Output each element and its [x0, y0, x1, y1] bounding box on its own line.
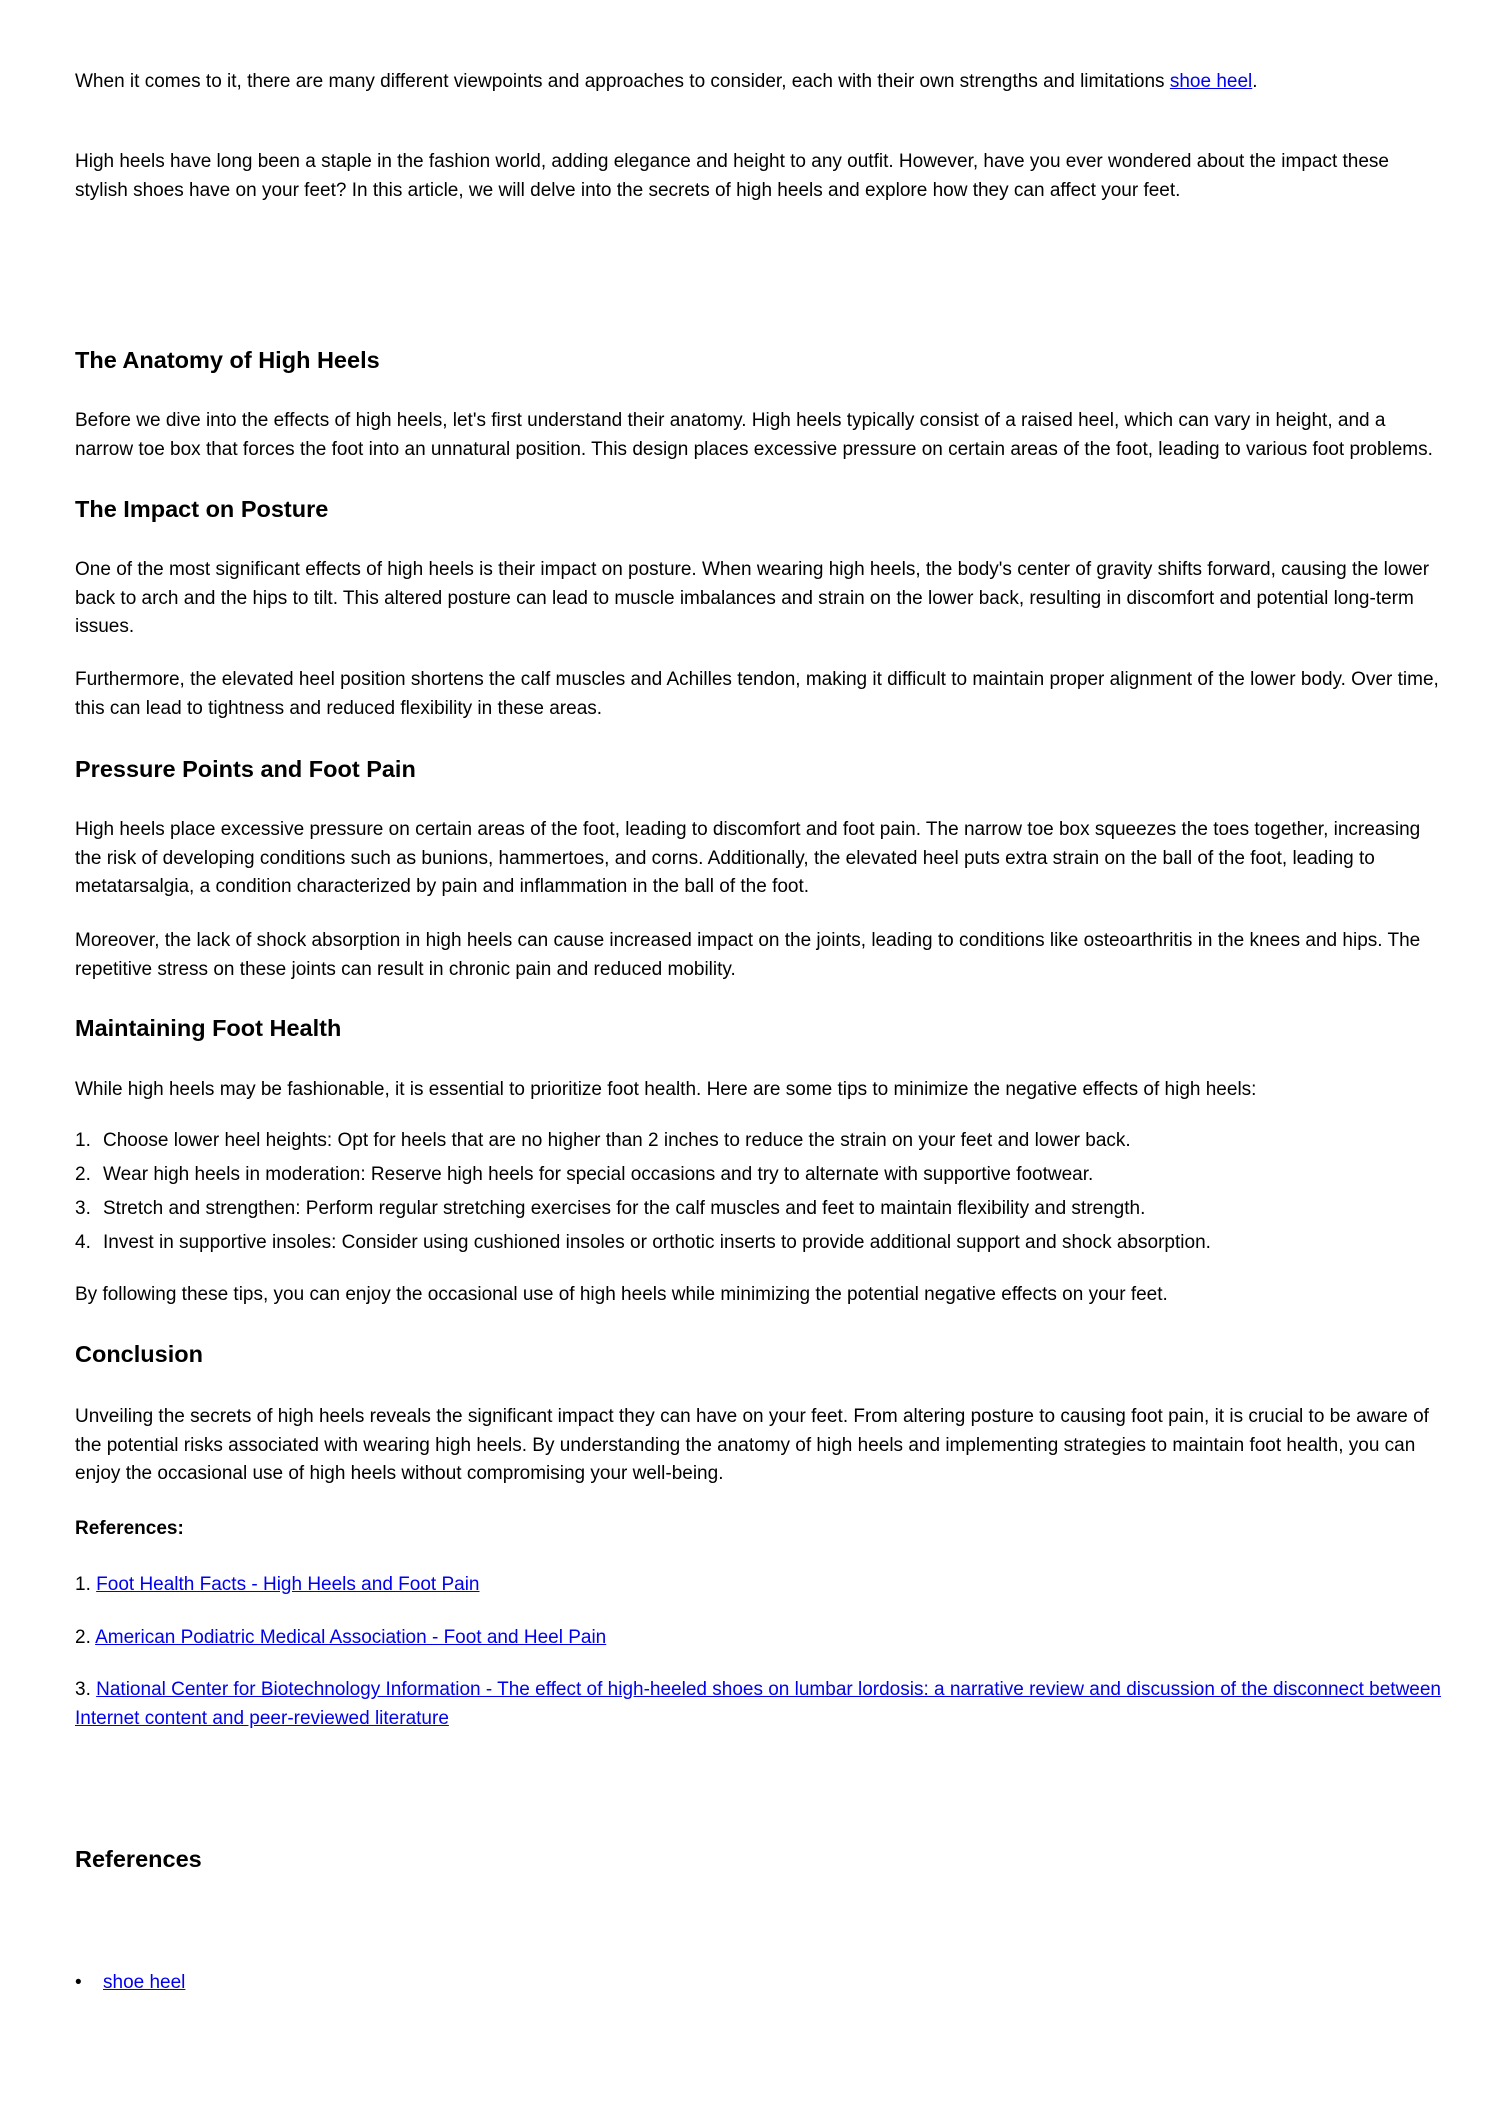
paragraph-tips-after: By following these tips, you can enjoy the occasional use of high heels while minimizing the potential negative effects on your feet. [75, 1284, 1168, 1305]
paragraph-pressure-1: High heels place excessive pressure on certain areas of the foot, leading to discomfort and foot pain. The narrow toe box squeezes the toes together, increasing the risk of developing conditions such as bunions, hammertoes, and corns. Additionally, the elevated heel puts extra strain on the ball of the foot, leading to metatarsalgia, a condition characterized by pain and inflammation in the ball of the foot. [75, 819, 1421, 898]
list-number: 3. [75, 1198, 91, 1219]
reference-item [75, 1571, 1445, 1600]
list-item [75, 1127, 1445, 1161]
shoe-heel-link[interactable]: shoe heel [1169, 71, 1253, 92]
reference-link-apma[interactable]: American Podiatric Medical Association - Foot and Heel Pain [95, 1627, 607, 1648]
list-number: 1. [75, 1130, 91, 1151]
list-text: Wear high heels in moderation: Reserve high heels for special occasions and try to alternate with supportive footwear. [103, 1164, 1094, 1185]
list-item [75, 1969, 1445, 1998]
reference-number: 2. [75, 1627, 91, 1648]
paragraph-anatomy: Before we dive into the effects of high heels, let's first understand their anatomy. High heels typically consist of a raised heel, which can vary in height, and a narrow toe box that forces the foot into an unnatural position. This design places excessive pressure on certain areas of the foot, leading to various foot problems. [75, 410, 1433, 460]
tips-list [75, 1127, 1445, 1263]
list-text: Invest in supportive insoles: Consider using cushioned insoles or orthotic inserts to provide additional support and shock absorption. [103, 1232, 1211, 1253]
reference-number: 1. [75, 1574, 91, 1595]
reference-link-ncbi[interactable]: National Center for Biotechnology Information - The effect of high-heeled shoes on lumbar lordosis: a narrative review and discussion of the disconnect between Internet content and peer-reviewed literature [75, 1679, 1441, 1729]
shoe-heel-link[interactable]: shoe heel [103, 1972, 186, 1993]
paragraph-posture-1: One of the most significant effects of high heels is their impact on posture. When wearing high heels, the body's center of gravity shifts forward, causing the lower back to arch and the hips to tilt. This altered posture can lead to muscle imbalances and strain on the lower back, resulting in discomfort and potential long-term issues. [75, 559, 1430, 638]
paragraph-foot-health: While high heels may be fashionable, it is essential to prioritize foot health. Here are some tips to minimize the negative effects of high heels: [75, 1079, 1257, 1100]
paragraph-pressure-2: Moreover, the lack of shock absorption in high heels can cause increased impact on the joints, leading to conditions like osteoarthritis in the knees and hips. The repetitive stress on these joints can result in chronic pain and reduced mobility. [75, 930, 1421, 980]
reference-number: 3. [75, 1679, 91, 1700]
list-text: Choose lower heel heights: Opt for heels that are no higher than 2 inches to reduce the strain on your feet and lower back. [103, 1130, 1131, 1151]
heading-references: References [75, 1846, 202, 1872]
reference-item [75, 1624, 1445, 1653]
references-label: References: [75, 1518, 184, 1539]
paragraph-posture-2: Furthermore, the elevated heel position shortens the calf muscles and Achilles tendon, making it difficult to maintain proper alignment of the lower body. Over time, this can lead to tightness and reduced flexibility in these areas. [75, 669, 1439, 719]
reference-link-foot-health-facts[interactable]: Foot Health Facts - High Heels and Foot Pain [96, 1574, 480, 1595]
list-text: Stretch and strengthen: Perform regular stretching exercises for the calf muscles and feet to maintain flexibility and strength. [103, 1198, 1146, 1219]
list-item [75, 1195, 1445, 1229]
intro-paragraph-2: High heels have long been a staple in the fashion world, adding elegance and height to any outfit. However, have you ever wondered about the impact these stylish shoes have on your feet? In this article, we will delve into the secrets of high heels and explore how they can affect your feet. [75, 151, 1389, 201]
paragraph-conclusion: Unveiling the secrets of high heels reveals the significant impact they can have on your feet. From altering posture to causing foot pain, it is crucial to be aware of the potential risks associated with wearing high heels. By understanding the anatomy of high heels and implementing strategies to maintain foot health, you can enjoy the occasional use of high heels without compromising your well-being. [75, 1406, 1429, 1485]
intro-punct: . [1252, 71, 1258, 92]
list-number: 4. [75, 1232, 91, 1253]
list-item [75, 1161, 1445, 1195]
heading-foot-health: Maintaining Foot Health [75, 1015, 342, 1041]
heading-pressure: Pressure Points and Foot Pain [75, 756, 416, 782]
references-bullet-list [75, 1969, 1445, 1998]
heading-posture: The Impact on Posture [75, 496, 329, 522]
intro-text: When it comes to it, there are many different viewpoints and approaches to consider, each with their own strengths and limitations [75, 71, 1170, 92]
list-item [75, 1229, 1445, 1263]
heading-conclusion: Conclusion [75, 1341, 203, 1367]
heading-anatomy: The Anatomy of High Heels [75, 347, 380, 373]
list-number: 2. [75, 1164, 91, 1185]
bullet-icon: • [75, 1972, 82, 1993]
reference-item [75, 1676, 1445, 1733]
intro-paragraph [75, 68, 1445, 97]
